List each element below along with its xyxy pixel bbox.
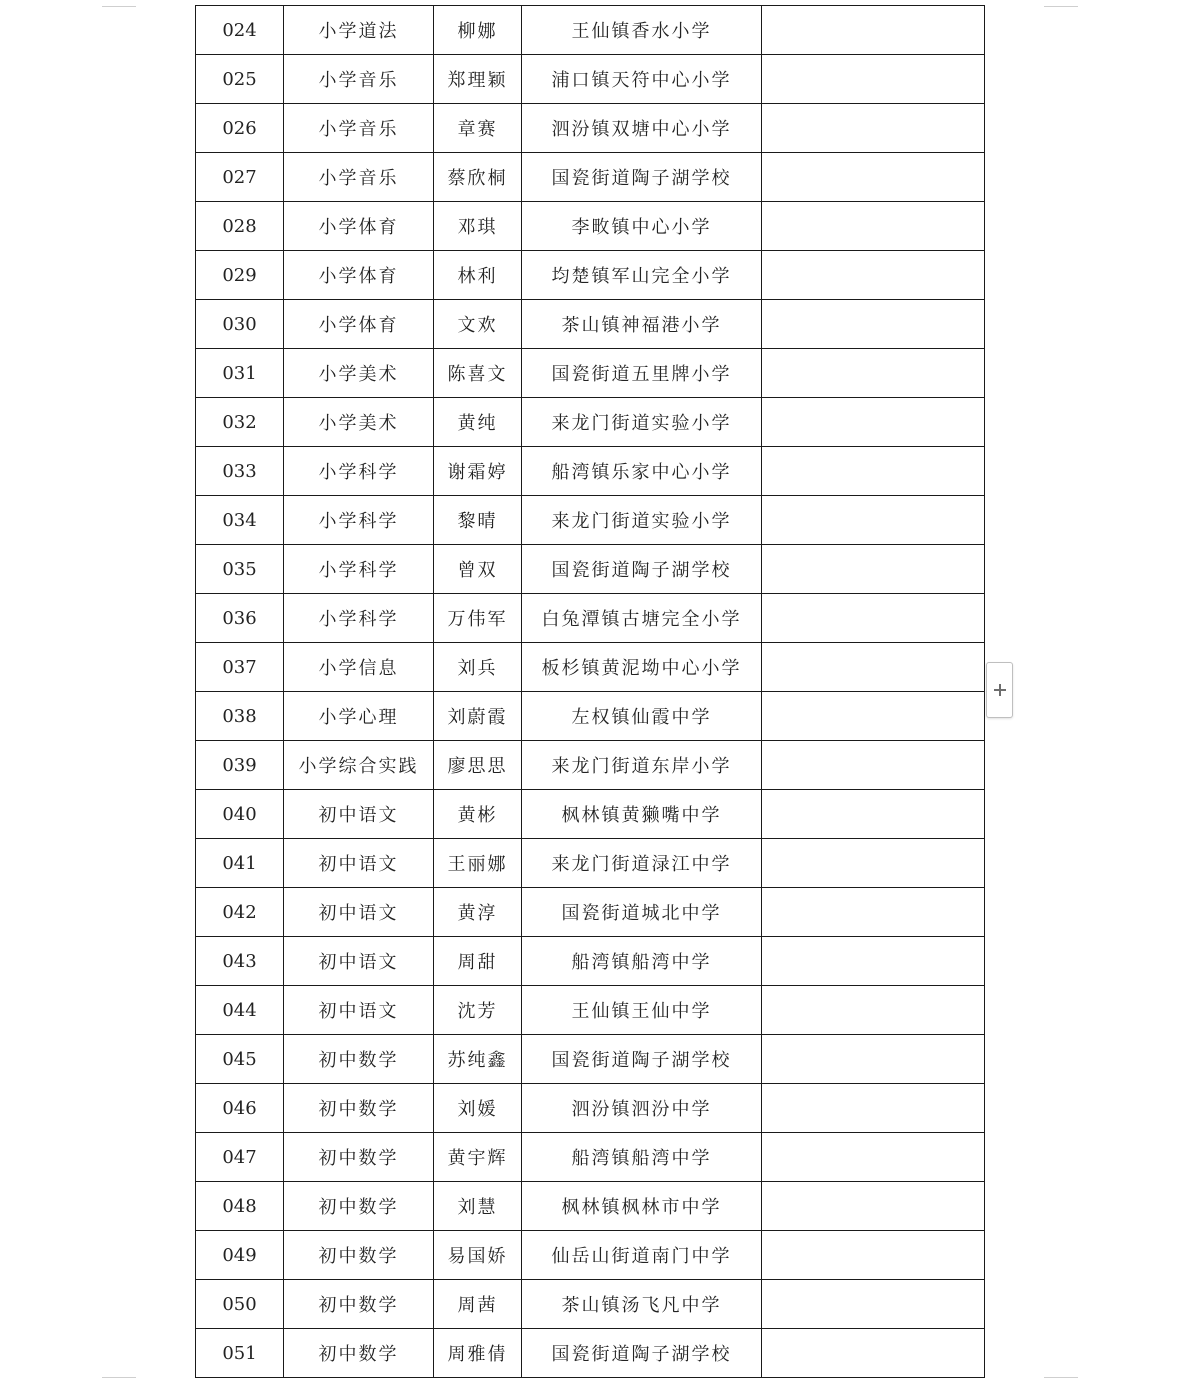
cell-name[interactable]: 蔡欣桐 — [434, 153, 522, 202]
cell-school[interactable]: 来龙门街道东岸小学 — [522, 741, 762, 790]
cell-name[interactable]: 邓琪 — [434, 202, 522, 251]
table-row — [196, 349, 985, 398]
table-row — [196, 1231, 985, 1280]
page-corner-mark-top-right — [1044, 0, 1078, 7]
cell-subject[interactable]: 小学音乐 — [284, 55, 434, 104]
cell-name[interactable]: 周雅倩 — [434, 1329, 522, 1378]
cell-name[interactable]: 黄淳 — [434, 888, 522, 937]
cell-subject[interactable]: 初中数学 — [284, 1231, 434, 1280]
table-row — [196, 1329, 985, 1378]
cell-subject[interactable]: 初中语文 — [284, 937, 434, 986]
cell-number[interactable]: 028 — [196, 202, 284, 251]
cell-school[interactable]: 茶山镇汤飞凡中学 — [522, 1280, 762, 1329]
cell-note[interactable] — [762, 1084, 985, 1133]
cell-school[interactable]: 国瓷街道陶子湖学校 — [522, 545, 762, 594]
cell-number[interactable]: 036 — [196, 594, 284, 643]
cell-number[interactable]: 029 — [196, 251, 284, 300]
table-row — [196, 1084, 985, 1133]
table-row — [196, 447, 985, 496]
cell-number[interactable]: 027 — [196, 153, 284, 202]
table-row — [196, 594, 985, 643]
cell-number[interactable]: 039 — [196, 741, 284, 790]
cell-subject[interactable]: 小学科学 — [284, 447, 434, 496]
cell-name[interactable]: 周甜 — [434, 937, 522, 986]
cell-note[interactable] — [762, 937, 985, 986]
cell-subject[interactable]: 小学美术 — [284, 398, 434, 447]
cell-name[interactable]: 黄纯 — [434, 398, 522, 447]
cell-note[interactable] — [762, 888, 985, 937]
cell-name[interactable]: 苏纯鑫 — [434, 1035, 522, 1084]
cell-number[interactable]: 049 — [196, 1231, 284, 1280]
cell-name[interactable]: 谢霜婷 — [434, 447, 522, 496]
cell-subject[interactable]: 初中数学 — [284, 1280, 434, 1329]
roster-table-body — [196, 6, 985, 1378]
cell-note[interactable] — [762, 1231, 985, 1280]
table-row — [196, 692, 985, 741]
cell-name[interactable]: 黄宇辉 — [434, 1133, 522, 1182]
cell-number[interactable]: 026 — [196, 104, 284, 153]
page-corner-mark-bottom-right — [1044, 1377, 1078, 1384]
table-row — [196, 839, 985, 888]
table-row — [196, 55, 985, 104]
cell-school[interactable]: 王仙镇香水小学 — [522, 6, 762, 55]
cell-subject[interactable]: 初中数学 — [284, 1035, 434, 1084]
roster-table — [195, 5, 985, 1378]
cell-note[interactable] — [762, 839, 985, 888]
cell-subject[interactable]: 初中语文 — [284, 839, 434, 888]
page-corner-mark-bottom-left — [102, 1377, 136, 1384]
plus-icon — [994, 684, 1006, 696]
cell-note[interactable] — [762, 55, 985, 104]
cell-note[interactable] — [762, 643, 985, 692]
cell-number[interactable]: 046 — [196, 1084, 284, 1133]
cell-note[interactable] — [762, 202, 985, 251]
cell-subject[interactable]: 小学体育 — [284, 300, 434, 349]
cell-subject[interactable]: 初中数学 — [284, 1182, 434, 1231]
cell-subject[interactable]: 小学道法 — [284, 6, 434, 55]
cell-school[interactable]: 枫林镇黄獭嘴中学 — [522, 790, 762, 839]
cell-school[interactable]: 泗汾镇泗汾中学 — [522, 1084, 762, 1133]
table-row — [196, 888, 985, 937]
cell-name[interactable]: 刘慧 — [434, 1182, 522, 1231]
cell-name[interactable]: 王丽娜 — [434, 839, 522, 888]
cell-number[interactable]: 044 — [196, 986, 284, 1035]
cell-number[interactable]: 030 — [196, 300, 284, 349]
cell-note[interactable] — [762, 1035, 985, 1084]
cell-note[interactable] — [762, 1329, 985, 1378]
cell-school[interactable]: 国瓷街道陶子湖学校 — [522, 1329, 762, 1378]
table-row — [196, 1035, 985, 1084]
cell-subject[interactable]: 初中语文 — [284, 790, 434, 839]
cell-number[interactable]: 033 — [196, 447, 284, 496]
cell-subject[interactable]: 小学美术 — [284, 349, 434, 398]
cell-subject[interactable]: 小学体育 — [284, 251, 434, 300]
page-corner-mark-top-left — [102, 0, 136, 7]
table-row — [196, 251, 985, 300]
cell-school[interactable]: 来龙门街道渌江中学 — [522, 839, 762, 888]
cell-note[interactable] — [762, 6, 985, 55]
cell-subject[interactable]: 小学科学 — [284, 496, 434, 545]
cell-note[interactable] — [762, 692, 985, 741]
cell-number[interactable]: 047 — [196, 1133, 284, 1182]
cell-name[interactable]: 沈芳 — [434, 986, 522, 1035]
cell-number[interactable]: 037 — [196, 643, 284, 692]
table-row — [196, 153, 985, 202]
cell-school[interactable]: 国瓷街道五里牌小学 — [522, 349, 762, 398]
cell-subject[interactable]: 小学音乐 — [284, 153, 434, 202]
cell-number[interactable]: 043 — [196, 937, 284, 986]
cell-name[interactable]: 廖思思 — [434, 741, 522, 790]
cell-subject[interactable]: 小学科学 — [284, 545, 434, 594]
add-row-button[interactable] — [986, 662, 1013, 718]
cell-subject[interactable]: 初中数学 — [284, 1329, 434, 1378]
cell-school[interactable]: 船湾镇乐家中心小学 — [522, 447, 762, 496]
cell-name[interactable]: 刘媛 — [434, 1084, 522, 1133]
table-row — [196, 496, 985, 545]
cell-school[interactable]: 王仙镇王仙中学 — [522, 986, 762, 1035]
table-row — [196, 1280, 985, 1329]
table-row — [196, 643, 985, 692]
cell-school[interactable]: 左权镇仙霞中学 — [522, 692, 762, 741]
cell-school[interactable]: 国瓷街道陶子湖学校 — [522, 153, 762, 202]
table-row — [196, 300, 985, 349]
cell-name[interactable]: 黄彬 — [434, 790, 522, 839]
table-row — [196, 741, 985, 790]
table-row — [196, 6, 985, 55]
cell-subject[interactable]: 初中数学 — [284, 1084, 434, 1133]
cell-school[interactable]: 来龙门街道实验小学 — [522, 398, 762, 447]
cell-number[interactable]: 038 — [196, 692, 284, 741]
cell-name[interactable]: 文欢 — [434, 300, 522, 349]
table-row — [196, 545, 985, 594]
cell-note[interactable] — [762, 300, 985, 349]
cell-subject[interactable]: 初中数学 — [284, 1133, 434, 1182]
cell-subject[interactable]: 初中语文 — [284, 888, 434, 937]
cell-note[interactable] — [762, 741, 985, 790]
cell-name[interactable]: 刘兵 — [434, 643, 522, 692]
cell-note[interactable] — [762, 153, 985, 202]
cell-number[interactable]: 048 — [196, 1182, 284, 1231]
cell-name[interactable]: 刘蔚霞 — [434, 692, 522, 741]
table-row — [196, 202, 985, 251]
cell-name[interactable]: 林利 — [434, 251, 522, 300]
cell-subject[interactable]: 小学综合实践 — [284, 741, 434, 790]
cell-name[interactable]: 陈喜文 — [434, 349, 522, 398]
cell-note[interactable] — [762, 1133, 985, 1182]
table-row — [196, 986, 985, 1035]
cell-number[interactable]: 032 — [196, 398, 284, 447]
cell-note[interactable] — [762, 496, 985, 545]
cell-subject[interactable]: 小学体育 — [284, 202, 434, 251]
table-row — [196, 398, 985, 447]
cell-number[interactable]: 034 — [196, 496, 284, 545]
cell-number[interactable]: 024 — [196, 6, 284, 55]
cell-number[interactable]: 042 — [196, 888, 284, 937]
cell-school[interactable]: 板杉镇黄泥坳中心小学 — [522, 643, 762, 692]
cell-name[interactable]: 章赛 — [434, 104, 522, 153]
cell-note[interactable] — [762, 1182, 985, 1231]
cell-school[interactable]: 仙岳山街道南门中学 — [522, 1231, 762, 1280]
cell-number[interactable]: 041 — [196, 839, 284, 888]
cell-subject[interactable]: 小学信息 — [284, 643, 434, 692]
cell-school[interactable]: 泗汾镇双塘中心小学 — [522, 104, 762, 153]
cell-number[interactable]: 025 — [196, 55, 284, 104]
cell-subject[interactable]: 小学心理 — [284, 692, 434, 741]
cell-school[interactable]: 浦口镇天符中心小学 — [522, 55, 762, 104]
cell-note[interactable] — [762, 1280, 985, 1329]
cell-note[interactable] — [762, 986, 985, 1035]
cell-number[interactable]: 040 — [196, 790, 284, 839]
cell-name[interactable]: 曾双 — [434, 545, 522, 594]
cell-school[interactable]: 国瓷街道城北中学 — [522, 888, 762, 937]
cell-school[interactable]: 茶山镇神福港小学 — [522, 300, 762, 349]
cell-name[interactable]: 郑理颖 — [434, 55, 522, 104]
cell-note[interactable] — [762, 398, 985, 447]
cell-note[interactable] — [762, 447, 985, 496]
cell-school[interactable]: 船湾镇船湾中学 — [522, 937, 762, 986]
cell-school[interactable]: 均楚镇军山完全小学 — [522, 251, 762, 300]
cell-school[interactable]: 枫林镇枫林市中学 — [522, 1182, 762, 1231]
cell-number[interactable]: 035 — [196, 545, 284, 594]
table-row — [196, 104, 985, 153]
cell-note[interactable] — [762, 104, 985, 153]
cell-school[interactable]: 船湾镇船湾中学 — [522, 1133, 762, 1182]
table-row — [196, 1133, 985, 1182]
cell-name[interactable]: 万伟军 — [434, 594, 522, 643]
cell-school[interactable]: 来龙门街道实验小学 — [522, 496, 762, 545]
cell-note[interactable] — [762, 790, 985, 839]
cell-subject[interactable]: 小学科学 — [284, 594, 434, 643]
cell-note[interactable] — [762, 545, 985, 594]
cell-name[interactable]: 柳娜 — [434, 6, 522, 55]
cell-number[interactable]: 031 — [196, 349, 284, 398]
cell-note[interactable] — [762, 349, 985, 398]
cell-note[interactable] — [762, 251, 985, 300]
cell-name[interactable]: 周茜 — [434, 1280, 522, 1329]
cell-school[interactable]: 李畋镇中心小学 — [522, 202, 762, 251]
cell-name[interactable]: 易国娇 — [434, 1231, 522, 1280]
cell-name[interactable]: 黎晴 — [434, 496, 522, 545]
cell-number[interactable]: 050 — [196, 1280, 284, 1329]
cell-school[interactable]: 白兔潭镇古塘完全小学 — [522, 594, 762, 643]
cell-note[interactable] — [762, 594, 985, 643]
cell-number[interactable]: 045 — [196, 1035, 284, 1084]
cell-subject[interactable]: 小学音乐 — [284, 104, 434, 153]
table-row — [196, 937, 985, 986]
cell-subject[interactable]: 初中语文 — [284, 986, 434, 1035]
cell-school[interactable]: 国瓷街道陶子湖学校 — [522, 1035, 762, 1084]
cell-number[interactable]: 051 — [196, 1329, 284, 1378]
table-row — [196, 790, 985, 839]
table-row — [196, 1182, 985, 1231]
